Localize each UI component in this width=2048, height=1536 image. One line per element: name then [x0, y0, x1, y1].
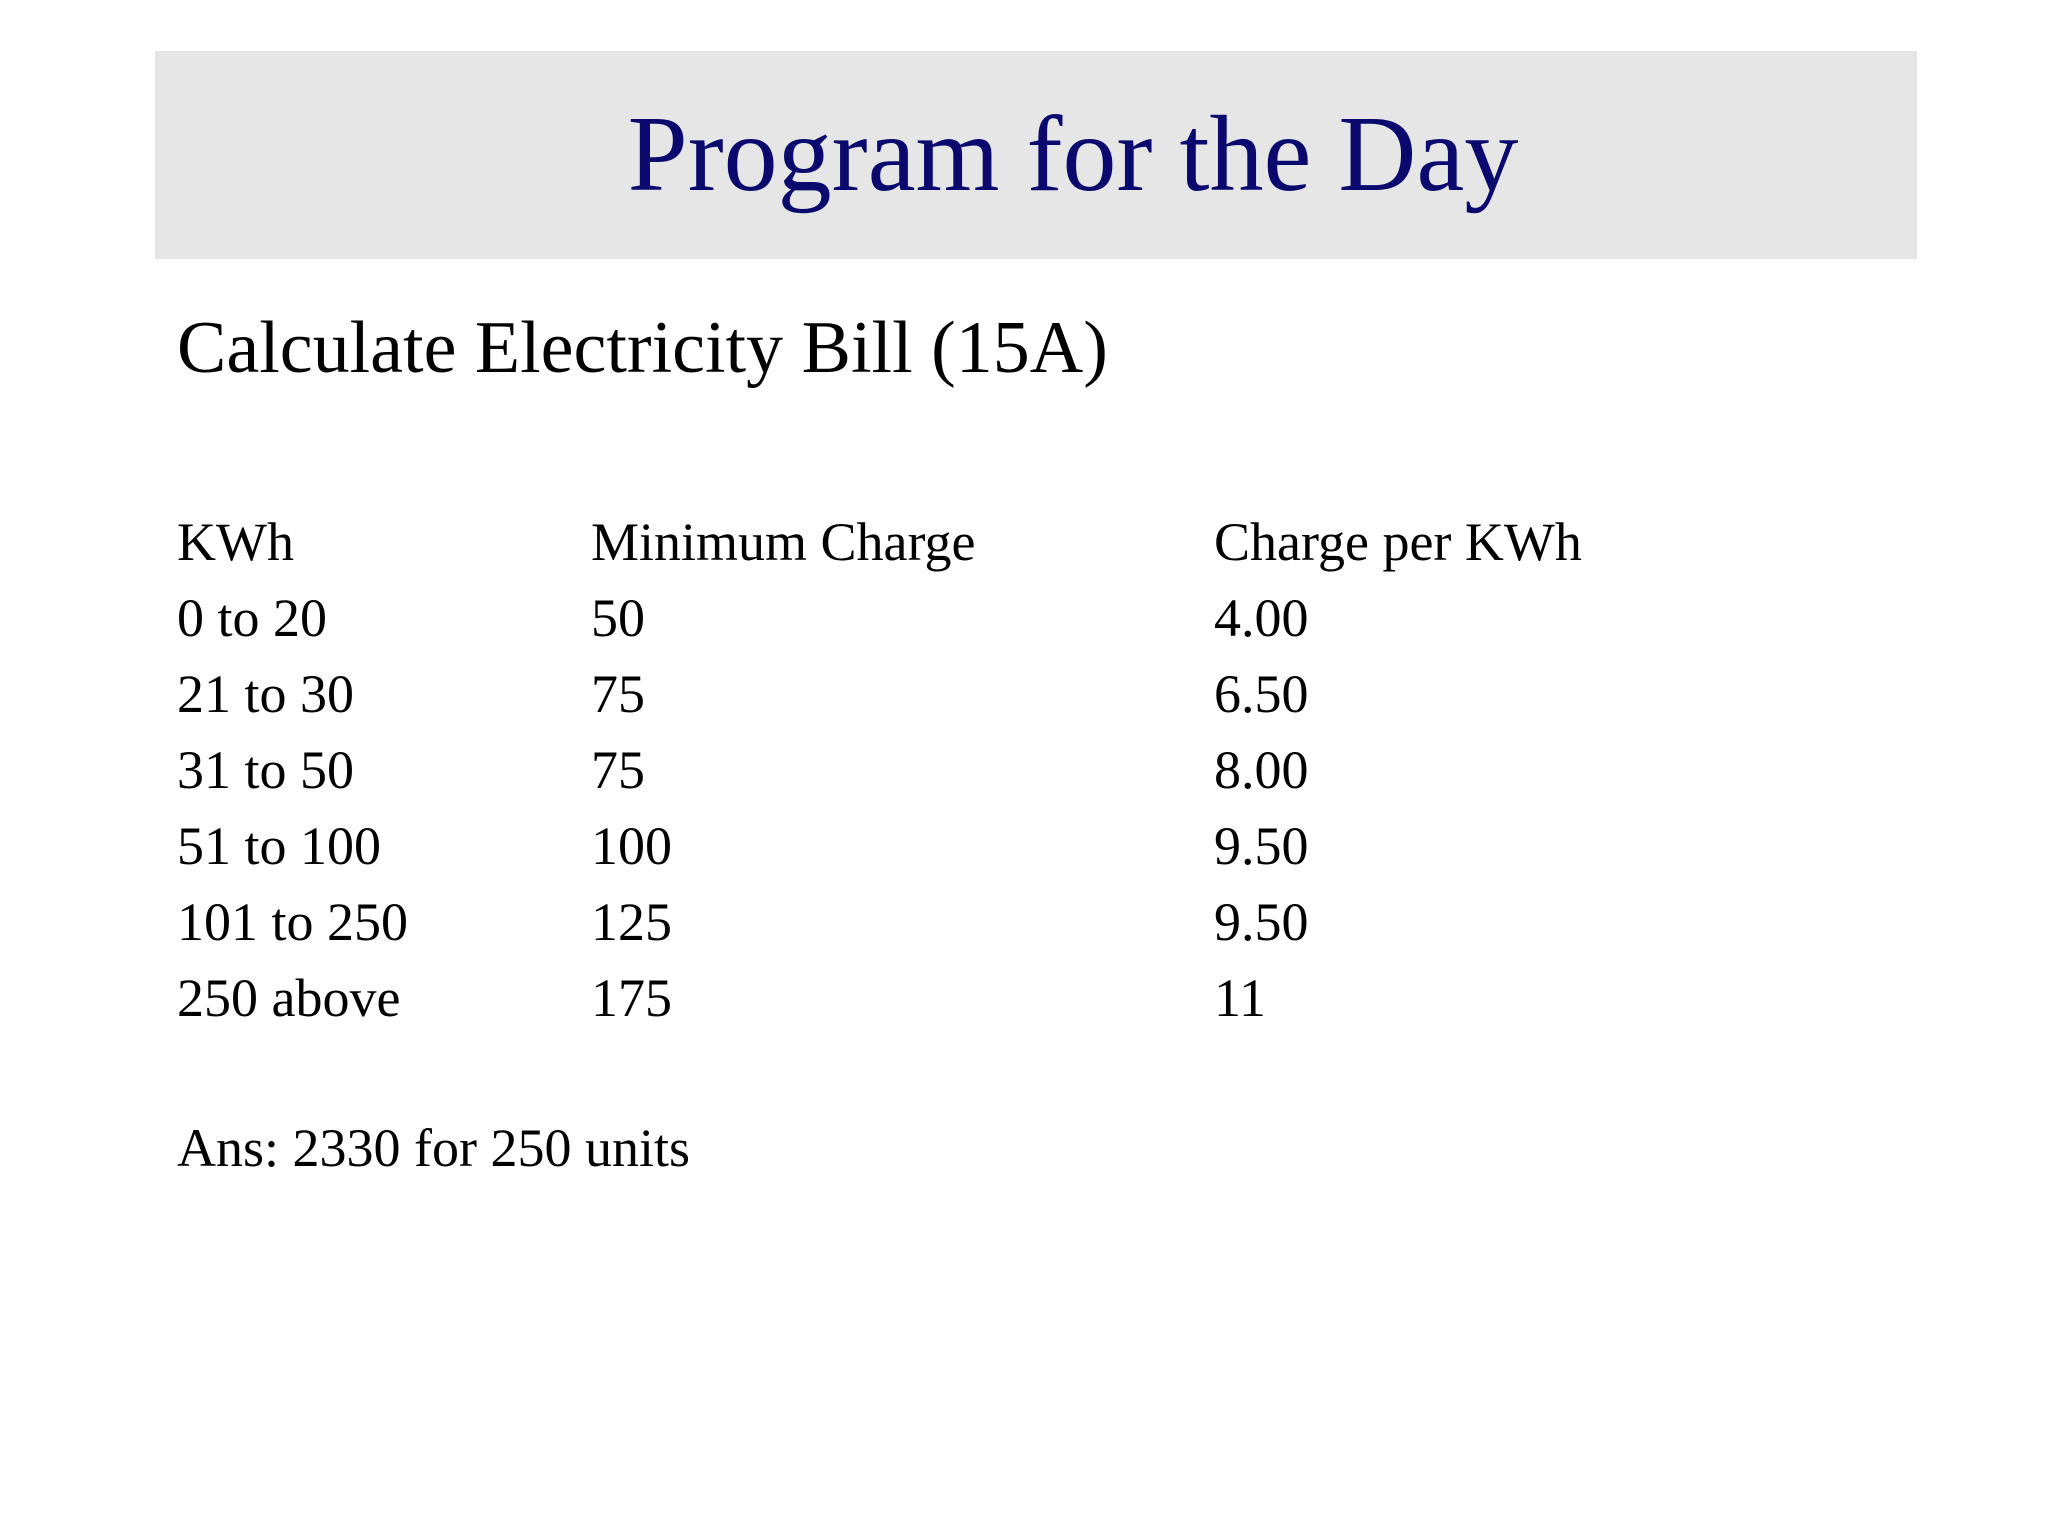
cell-charge-per-kwh: 6.50: [1214, 664, 1309, 724]
cell-minimum-charge: 50: [591, 588, 645, 648]
cell-minimum-charge: 100: [591, 816, 672, 876]
title-banner: [155, 51, 1917, 259]
cell-minimum-charge: 175: [591, 968, 672, 1028]
slide-subtitle: Calculate Electricity Bill (15A): [177, 307, 1108, 389]
cell-kwh-range: 21 to 30: [177, 664, 355, 724]
cell-charge-per-kwh: 9.50: [1214, 892, 1309, 952]
table-header-row: [177, 504, 1714, 580]
cell-charge-per-kwh: 11: [1214, 968, 1266, 1028]
rates-table: [177, 504, 1714, 1036]
slide-title: Program for the Day: [627, 95, 1519, 214]
cell-charge-per-kwh: 8.00: [1214, 740, 1309, 800]
cell-kwh-range: 51 to 100: [177, 816, 382, 876]
header-minimum-charge: Minimum Charge: [591, 512, 976, 572]
cell-kwh-range: 0 to 20: [177, 588, 328, 648]
table-row: [177, 580, 1714, 656]
table-row: [177, 960, 1714, 1036]
cell-minimum-charge: 75: [591, 664, 645, 724]
cell-kwh-range: 31 to 50: [177, 740, 355, 800]
table-row: [177, 732, 1714, 808]
cell-minimum-charge: 125: [591, 892, 672, 952]
cell-kwh-range: 101 to 250: [177, 892, 409, 952]
table-row: [177, 656, 1714, 732]
cell-charge-per-kwh: 4.00: [1214, 588, 1309, 648]
cell-minimum-charge: 75: [591, 740, 645, 800]
header-charge-per-kwh: Charge per KWh: [1214, 512, 1582, 572]
table-row: [177, 808, 1714, 884]
answer-text: Ans: 2330 for 250 units: [177, 1118, 690, 1178]
table-row: [177, 884, 1714, 960]
cell-kwh-range: 250 above: [177, 968, 401, 1028]
cell-charge-per-kwh: 9.50: [1214, 816, 1309, 876]
header-kwh: KWh: [177, 512, 294, 572]
